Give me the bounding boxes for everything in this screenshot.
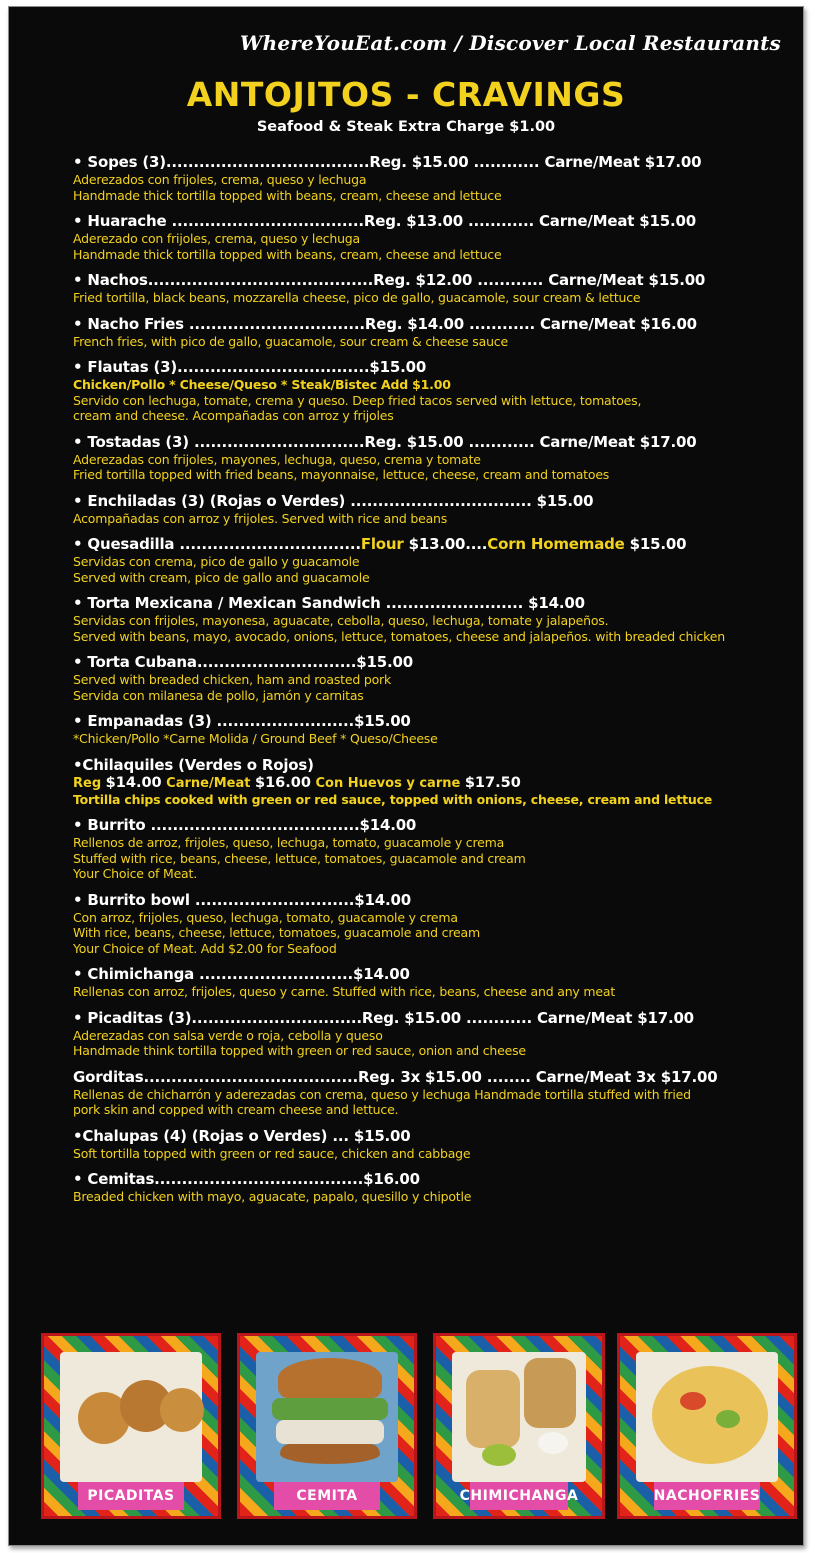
cheese-shape — [276, 1420, 384, 1444]
corn-label: Corn Homemade — [487, 535, 625, 553]
bun-bottom-shape — [280, 1444, 380, 1464]
chimichanga-shape — [466, 1370, 520, 1448]
item-desc: Aderezadas con salsa verde o roja, cebolla y queso — [73, 1027, 383, 1043]
item-title: • Enchiladas (3) (Rojas o Verdes) ................................. $15.00 — [73, 491, 594, 510]
flour-label: Flour — [360, 535, 404, 553]
menu-item — [73, 153, 773, 203]
menu-item — [73, 712, 773, 747]
item-note: Chicken/Pollo * Cheese/Queso * Steak/Bistec Add $1.00 — [73, 377, 451, 392]
item-desc: Stuffed with rice, beans, cheese, lettuce, tomatoes, guacamole and cream — [73, 850, 526, 866]
item-desc: Con arroz, frijoles, queso, lechuga, tomato, guacamole y crema — [73, 909, 458, 925]
item-desc: Handmade thick tortilla topped with beans, cream, cheese and lettuce — [73, 187, 502, 203]
menu-item — [73, 358, 773, 424]
item-title: • Flautas (3)...................................$15.00 — [73, 358, 427, 376]
menu-item — [73, 271, 773, 306]
menu-item — [73, 965, 773, 1000]
label-line: NACHO — [653, 1487, 713, 1504]
item-desc: Servida con milanesa de pollo, jamón y carnitas — [73, 687, 364, 703]
menu-item — [73, 315, 773, 350]
menu-item — [73, 433, 773, 483]
item-title: • Picaditas (3)...............................Reg. $15.00 ............ Carne/Meat $17.00 — [73, 1008, 694, 1027]
lettuce-shape — [272, 1398, 388, 1420]
label-line: FRIES — [712, 1487, 761, 1504]
item-title: • Burrito bowl .............................$14.00 — [73, 890, 411, 909]
item-title: • Burrito ......................................$14.00 — [73, 816, 417, 834]
menu-items — [73, 153, 773, 1214]
photo-label: CHIMICHANGA — [470, 1482, 568, 1510]
photo-label — [654, 1482, 760, 1510]
price-label: Reg — [73, 775, 106, 791]
item-desc: Servidas con frijoles, mayonesa, aguacate, cebolla, queso, lechuga, tomate y jalapeños. — [73, 613, 609, 628]
item-desc: Aderezadas con frijoles, mayones, lechuga, queso, crema y tomate — [73, 451, 481, 467]
bun-top-shape — [278, 1358, 382, 1398]
menu-item — [73, 492, 773, 527]
food-photo — [452, 1352, 586, 1482]
photo-label: PICADITAS — [78, 1482, 184, 1510]
item-title — [73, 535, 773, 554]
item-desc: Servidas con crema, pico de gallo y guacamole — [73, 554, 360, 569]
item-title: • Nachos.........................................Reg. $12.00 ............ Carne/Meat $15.00 — [73, 271, 706, 289]
menu-item — [73, 594, 773, 644]
sour-cream-shape — [538, 1432, 568, 1454]
item-title: • Torta Mexicana / Mexican Sandwich ......................... $14.00 — [73, 594, 585, 612]
item-desc: Served with cream, pico de gallo and guacamole — [73, 569, 370, 585]
item-desc: cream and cheese. Acompañadas con arroz y frijoles — [73, 408, 394, 423]
item-title: •Chilaquiles (Verdes o Rojos) — [73, 755, 314, 774]
item-title: Gorditas.......................................Reg. 3x $15.00 ........ Carne/Meat 3x $17.00 — [73, 1067, 718, 1086]
item-desc: Your Choice of Meat. Add $2.00 for Seafood — [73, 940, 337, 956]
pico-shape — [680, 1392, 706, 1410]
item-title: • Chimichanga ............................$14.00 — [73, 965, 410, 983]
item-desc: Rellenos de arroz, frijoles, queso, lechuga, tomato, guacamole y crema — [73, 835, 505, 850]
item-title: • Cemitas......................................$16.00 — [73, 1170, 420, 1188]
item-desc: Fried tortilla, black beans, mozzarella cheese, pico de gallo, guacamole, sour cream & lettuce — [73, 290, 641, 305]
watermark: WhereYouEat.com / Discover Local Restaurants — [239, 31, 781, 55]
item-desc: Your Choice of Meat. — [73, 866, 197, 881]
price-label: Carne/Meat — [161, 775, 255, 791]
guac-shape — [716, 1410, 740, 1428]
photo-nacho-fries — [617, 1333, 797, 1519]
menu-item — [73, 816, 773, 882]
item-desc: Handmade think tortilla topped with green or red sauce, onion and cheese — [73, 1043, 526, 1058]
item-title: •Chalupas (4) (Rojas o Verdes) ... $15.00 — [73, 1126, 411, 1145]
menu-page — [8, 6, 804, 1546]
price-label: Con Huevos y carne — [310, 775, 465, 791]
item-desc: Fried tortilla topped with fried beans, mayonnaise, lettuce, cheese, cream and tomatoes — [73, 467, 610, 482]
item-desc: Served with beans, mayo, avocado, onions, lettuce, tomatoes, cheese and jalapeños. with breaded chicken — [73, 628, 725, 644]
item-desc: With rice, beans, cheese, lettuce, tomatoes, guacamole and cream — [73, 925, 480, 940]
menu-item — [73, 1170, 773, 1205]
item-desc: *Chicken/Pollo *Carne Molida / Ground Beef * Queso/Cheese — [73, 731, 438, 746]
item-desc: Rellenas de chicharrón y aderezadas con crema, queso y lechuga Handmade tortilla stuffed with fried — [73, 1086, 691, 1102]
food-photo — [636, 1352, 778, 1482]
menu-item — [73, 1009, 773, 1059]
item-title: • Nacho Fries ................................Reg. $14.00 ............ Carne/Meat $16.00 — [73, 314, 697, 333]
picadita-shape — [160, 1388, 204, 1432]
menu-item — [73, 891, 773, 957]
item-prices — [73, 775, 773, 792]
menu-subtitle: Seafood & Steak Extra Charge $1.00 — [256, 119, 556, 135]
menu-item — [73, 535, 773, 585]
item-title: • Huarache ...................................Reg. $13.00 ............ Carne/Meat $15.00 — [73, 212, 696, 230]
guacamole-shape — [482, 1444, 516, 1466]
item-title: • Empanadas (3) .........................$15.00 — [73, 712, 411, 730]
item-desc: Aderezado con frijoles, crema, queso y lechuga — [73, 231, 360, 246]
menu-title: ANTOJITOS - CRAVINGS — [186, 75, 626, 114]
price-value: $14.00 — [105, 774, 162, 791]
photo-chimichanga — [433, 1333, 605, 1519]
item-title-part: • Quesadilla ................................. — [73, 535, 361, 553]
photo-label: CEMITA — [274, 1482, 380, 1510]
photo-picaditas — [41, 1333, 221, 1519]
photo-cemita — [237, 1333, 417, 1519]
chimichanga-shape — [524, 1358, 576, 1428]
item-desc: Tortilla chips cooked with green or red sauce, topped with onions, cheese, cream and lettuce — [73, 791, 713, 807]
item-desc: Acompañadas con arroz y frijoles. Served with rice and beans — [73, 510, 448, 526]
item-desc: Rellenas con arroz, frijoles, queso y carne. Stuffed with rice, beans, cheese and any meat — [73, 984, 616, 999]
item-desc: Breaded chicken with mayo, aguacate, papalo, quesillo y chipotle — [73, 1189, 472, 1204]
menu-item — [73, 756, 773, 808]
corn-price: $15.00 — [624, 535, 687, 553]
price-value: $16.00 — [254, 774, 311, 791]
flour-price: $13.00.... — [403, 535, 488, 553]
item-title: • Tostadas (3) ...............................Reg. $15.00 ............ Carne/Meat $17.00 — [73, 432, 697, 451]
fries-shape — [652, 1366, 768, 1464]
item-desc: French fries, with pico de gallo, guacamole, sour cream & cheese sauce — [73, 333, 508, 349]
food-photo — [256, 1352, 398, 1482]
item-desc: pork skin and copped with cream cheese and lettuce. — [73, 1102, 399, 1117]
item-title: • Torta Cubana.............................$15.00 — [73, 653, 413, 671]
item-desc: Handmade thick tortilla topped with beans, cream, cheese and lettuce — [73, 246, 502, 262]
item-desc: Aderezados con frijoles, crema, queso y lechuga — [73, 172, 367, 187]
menu-item — [73, 1127, 773, 1162]
item-desc: Served with breaded chicken, ham and roasted pork — [73, 672, 391, 687]
item-desc: Servido con lechuga, tomate, crema y queso. Deep fried tacos served with lettuce, tomatoes, — [73, 392, 642, 408]
menu-item — [73, 653, 773, 703]
item-desc: Soft tortilla topped with green or red sauce, chicken and cabbage — [73, 1145, 471, 1161]
price-value: $17.50 — [464, 774, 521, 791]
food-photo — [60, 1352, 202, 1482]
menu-item — [73, 1068, 773, 1118]
photo-strip — [41, 1333, 797, 1519]
menu-item — [73, 212, 773, 262]
item-title: • Sopes (3).....................................Reg. $15.00 ............ Carne/Meat $17.00 — [73, 153, 702, 171]
